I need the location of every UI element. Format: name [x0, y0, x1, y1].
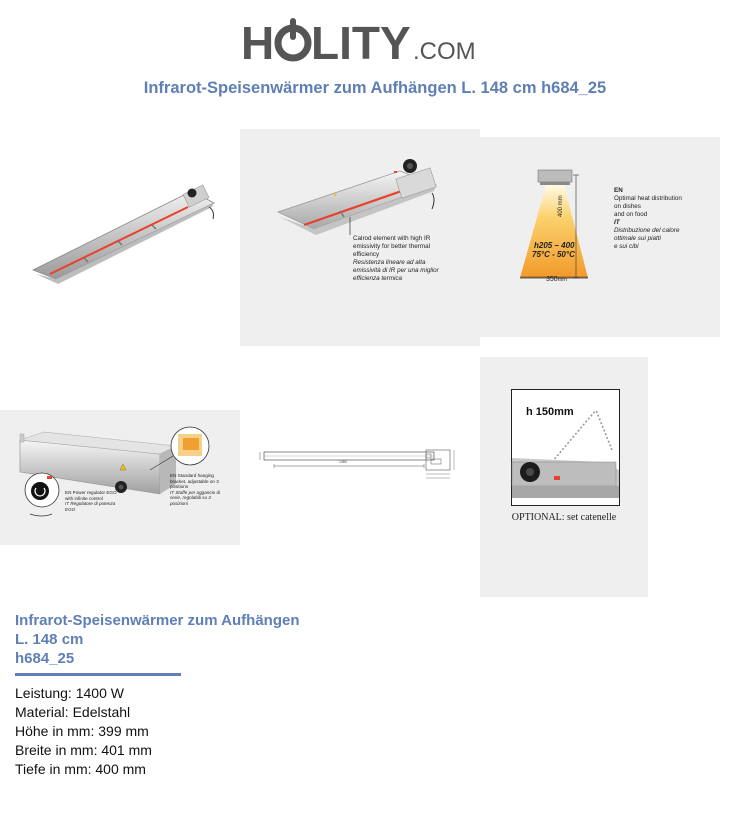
knob-icon — [188, 189, 197, 198]
product-image-6[interactable]: h 150mm OPTIONAL: set catenelle — [480, 357, 648, 597]
power-regulator-icon — [31, 482, 49, 500]
product-image-1[interactable] — [0, 129, 240, 346]
title-underline — [15, 673, 181, 676]
product-title-line: Infrarot-Speisenwärmer zum Aufhängen — [15, 612, 300, 629]
product-title-line: L. 148 cm — [15, 631, 84, 648]
spec-item: Leistung: 1400 W — [15, 685, 124, 701]
product-image-4[interactable]: EN Power regulator EGO with infinite control IT Regolatore di potenza EGO EN Standard hanging bracket, adjustable on 3 positions IT Staffe per aggancio di serie, regolabili su 3 posizioni — [0, 410, 240, 545]
spec-item: Material: Edelstahl — [15, 704, 131, 720]
logo-suffix: .COM — [413, 38, 476, 65]
spec-item: Breite in mm: 401 mm — [15, 742, 152, 758]
spec-item: Tiefe in mm: 400 mm — [15, 761, 146, 777]
product-title-line: h684_25 — [15, 650, 75, 667]
site-logo[interactable] — [241, 15, 481, 69]
product-title — [15, 611, 300, 668]
technical-drawing[interactable]: 1480 — [240, 410, 480, 545]
chain-detail-frame: h 150mm — [511, 389, 620, 506]
product-image-3[interactable]: h205 – 400 75°C - 50°C 400 mm 350mm EN Optimal heat distribution on dishes and on food IT Distribuzione del calore ottimale sui piatti e sui cibi — [480, 137, 720, 337]
logo-o-icon — [278, 21, 308, 58]
spec-item: Höhe in mm: 399 mm — [15, 723, 149, 739]
logo-letter-h: H — [241, 17, 275, 69]
page-title: Infrarot-Speisenwärmer zum Aufhängen L. 148 cm h684_25 — [143, 79, 607, 97]
product-specs — [15, 684, 152, 779]
product-image-2[interactable]: Calrod element with high IR emissivity for better thermal efficiency Resistenza lineare ad alta emissività di IR per una miglior efficienza termica — [240, 129, 480, 346]
logo-letters: LITY — [311, 17, 411, 69]
